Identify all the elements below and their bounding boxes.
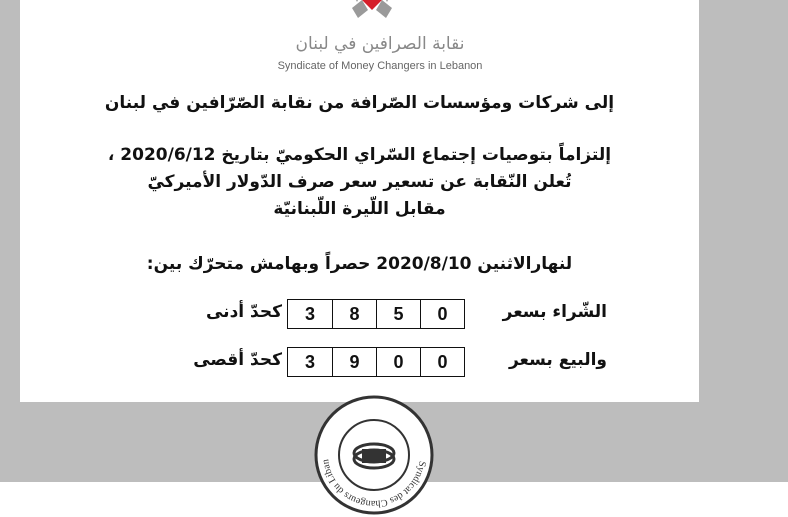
- validity-line: لنهارالاثنين 2020/8/10 حصراً وبهامش متحرّك بين:: [146, 254, 573, 274]
- sell-digit: 0: [376, 348, 420, 376]
- buy-digit: 3: [304, 304, 315, 324]
- sell-limit-label: كحدّ أقصى: [193, 350, 282, 370]
- sell-digit: 3: [304, 352, 315, 372]
- buy-digit: 8: [332, 300, 376, 328]
- recipient-line: إلى شركات ومؤسسات الصّرافة من نقابة الصّرّافين في لبنان: [104, 93, 615, 113]
- intro-line-3: مقابل اللّيرة اللّبنانيّة: [273, 199, 446, 219]
- intro-line-1: إلتزاماً بتوصيات إجتماع السّراي الحكوميّ بتاريخ 2020/6/12 ،: [107, 145, 612, 165]
- buy-rate-boxes: [287, 299, 465, 329]
- sell-digit: 9: [332, 348, 376, 376]
- buy-limit-label: كحدّ أدنى: [205, 302, 282, 322]
- buy-rate-row: [20, 299, 699, 331]
- sell-label: والبيع بسعر: [508, 350, 607, 370]
- intro-line-2: تُعلن النّقابة عن تسعير سعر صرف الدّولار الأميركيّ: [147, 172, 572, 192]
- sell-digit: 0: [420, 348, 464, 376]
- sell-rate-boxes: [287, 347, 465, 377]
- syndicate-logo-icon: [342, 0, 402, 30]
- logo-arabic-name: نقابة الصرافين في لبنان: [295, 34, 465, 54]
- syndicate-stamp-icon: [312, 393, 436, 517]
- sell-rate-row: [20, 347, 699, 379]
- buy-digit: 5: [376, 300, 420, 328]
- buy-label: الشّراء بسعر: [502, 302, 607, 322]
- svg-text:Syndicat des Changeurs du Liba: Syndicat des Changeurs du Liban: [320, 458, 428, 510]
- announcement-sheet: [20, 0, 699, 402]
- buy-digit: 0: [420, 300, 464, 328]
- logo-english-name: Syndicate of Money Changers in Lebanon: [277, 60, 483, 72]
